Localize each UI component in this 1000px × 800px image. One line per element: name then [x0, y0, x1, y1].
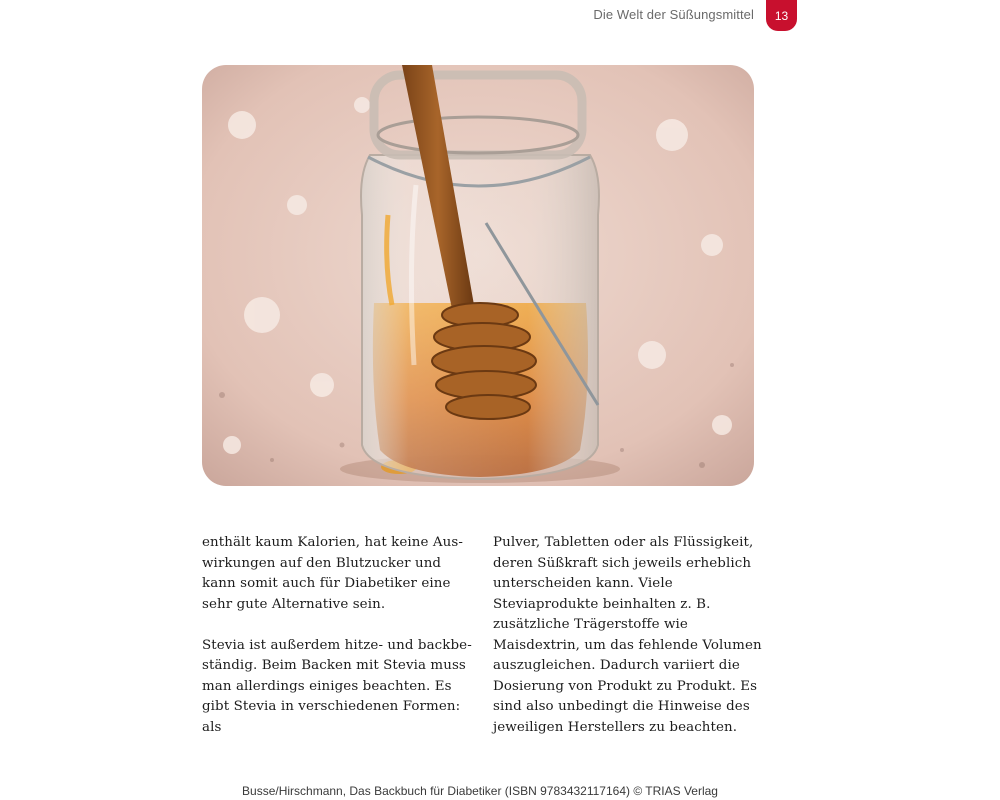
text-column-left [202, 533, 472, 738]
paragraph: enthält kaum Kalorien, hat keine Auswirkungen auf den Blutzucker und kann somit auch für Diabetiker eine sehr gute Alternative sein. [202, 535, 463, 612]
page-number-badge: 13 [766, 0, 797, 31]
honey-jar-photo [202, 65, 754, 486]
paragraph: Stevia ist außerdem hitze- und backbeständig. Beim Backen mit Stevia muss man allerdings einiges beachten. Es gibt Stevia in verschiedenen Formen: als [202, 637, 472, 735]
footer-credit: Busse/Hirschmann, Das Backbuch für Diabetiker (ISBN 9783432117164) © TRIAS Verlag [242, 784, 718, 798]
text-column-right [493, 533, 763, 738]
honey-jar-illustration [202, 65, 754, 486]
running-title: Die Welt der Süßungsmittel [593, 7, 754, 22]
paragraph: Pulver, Tabletten oder als Flüssigkeit, deren Süßkraft sich jeweils erheblich unterscheiden kann. Viele Steviaprodukte beinhalten z. B. zusätzliche Trägerstoffe wie Maisdextrin, um das fehlende Volumen auszugleichen. Dadurch variiert die Dosierung von Produkt zu Produkt. Es sind also unbedingt die Hinweise des jeweiligen Herstellers zu beachten. [493, 535, 762, 735]
